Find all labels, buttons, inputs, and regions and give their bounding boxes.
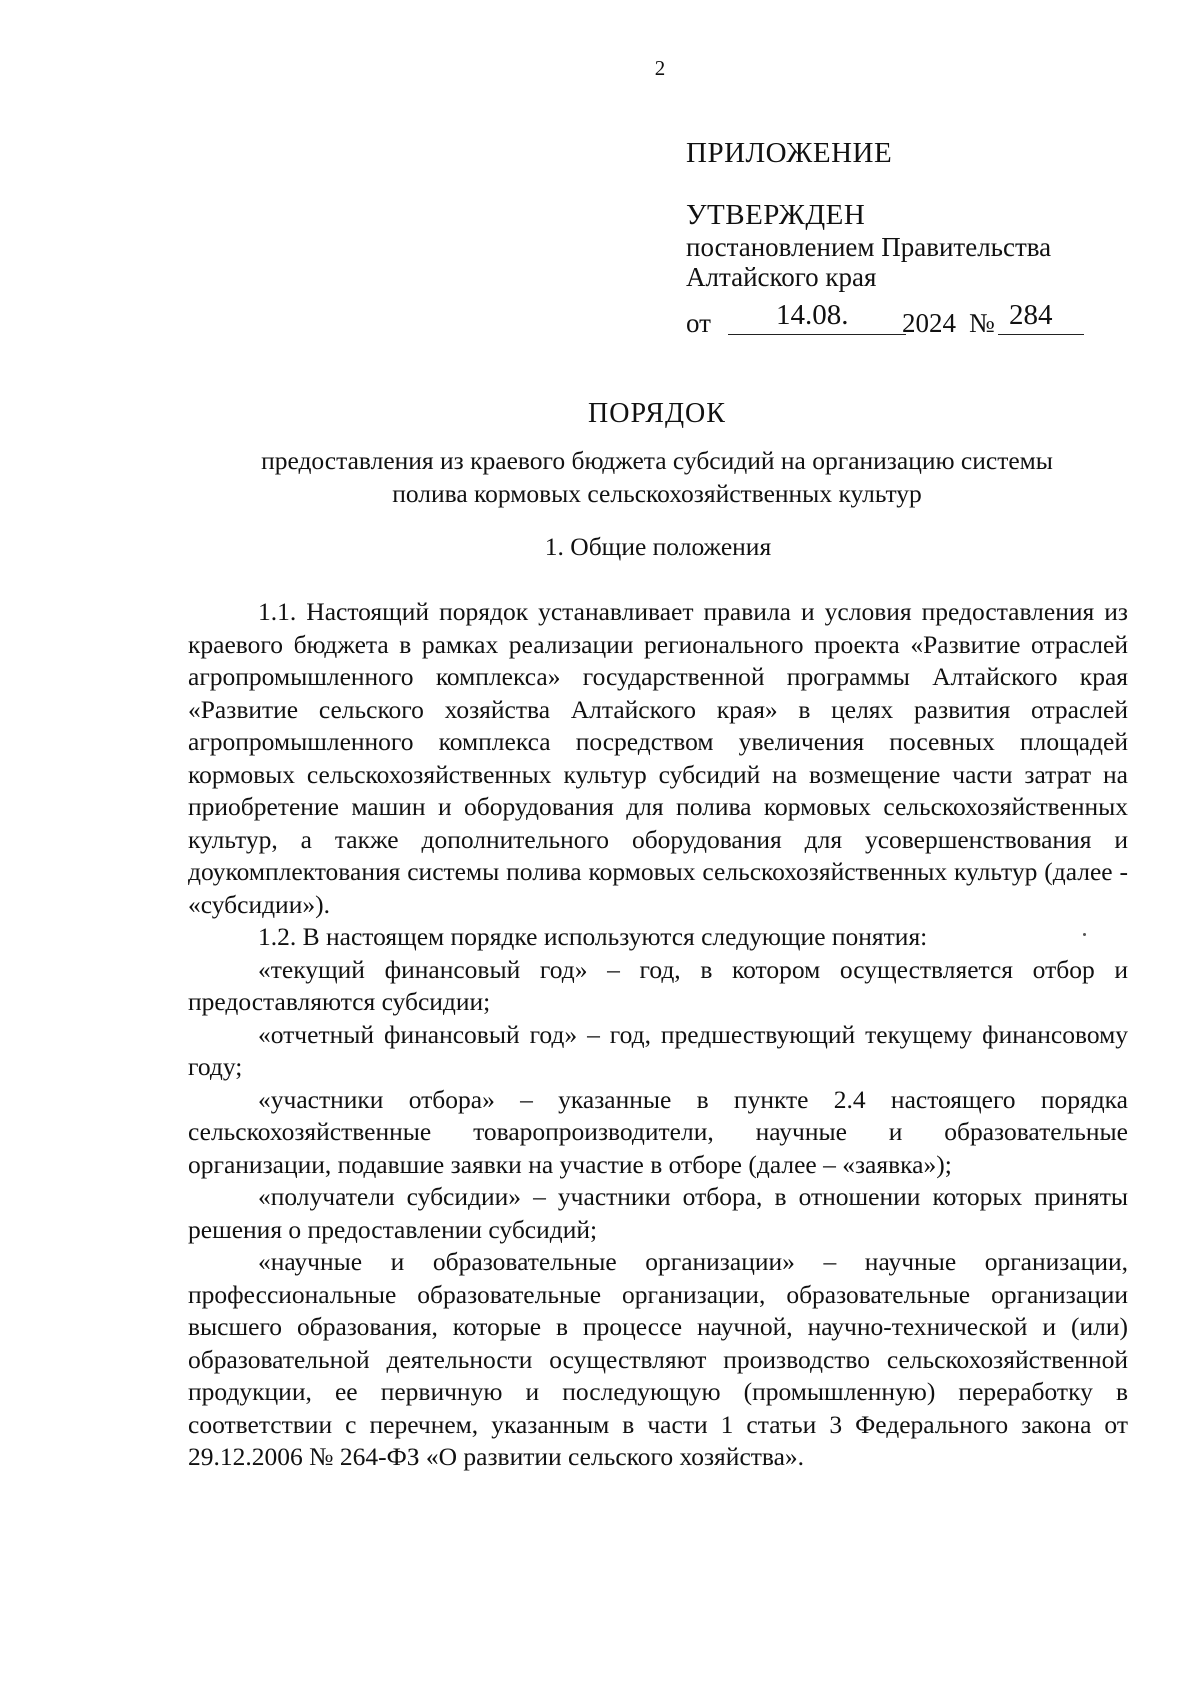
annex-label: ПРИЛОЖЕНИЕ [686,137,893,169]
page-number: 2 [654,56,666,80]
document-title: ПОРЯДОК [588,398,726,429]
approval-line-2: Алтайского края [686,262,877,292]
paragraph-1-2: 1.2. В настоящем порядке используются следующие понятия: [258,922,928,951]
section-heading: 1. Общие положения [544,532,772,561]
from-label: от [686,308,711,338]
date-number-line [686,300,1106,336]
definition-current-year: «текущий финансовый год» – год, в котором осуществляется отбор и предоставляются субсидии; [188,954,1128,1016]
definition-participants: «участники отбора» – указанные в пункте 2.4 настоящего порядка сельскохозяйственные товаропроизводители, научные и образовательные организации, подавшие заявки на участие в отборе (далее – «заявка»); [188,1084,1128,1179]
approval-line-1: постановлением Правительства [686,232,1052,262]
subtitle-line-1: предоставления из краевого бюджета субсидий на организацию системы [261,446,1053,475]
year-value: 2024 [902,308,956,338]
approved-label: УТВЕРЖДЕН [686,199,866,231]
title-block [57,398,1200,510]
body-text [188,596,1128,1474]
number-sign: № [969,308,995,338]
subtitle-line-2: полива кормовых сельскохозяйственных культур [392,479,922,508]
date-value: 14.08. [776,299,849,331]
definition-reporting-year: «отчетный финансовый год» – год, предшествующий текущему финансовому году; [188,1019,1128,1081]
document-number: 284 [1009,299,1053,331]
paragraph-1-1: 1.1. Настоящий порядок устанавливает правила и условия предоставления из краевого бюджета в рамках реализации регионального проекта «Развитие отраслей агропромышленного комплекса» государственной программы Алтайского края «Развитие сельского хозяйства Алтайского края» в целях развития отраслей агропромышленного комплекса посредством увеличения посевных площадей кормовых сельскохозяйственных культур субсидий на возмещение части затрат на приобретение машин и оборудования для полива кормовых сельскохозяйственных культур, а также дополнительного оборудования для усовершенствования и доукомплектования системы полива кормовых сельскохозяйственных культур (далее - «субсидии»). [188,597,1128,919]
approval-block [686,138,1106,336]
definition-recipients: «получатели субсидии» – участники отбора, в отношении которых приняты решения о предоставлении субсидий; [188,1182,1128,1244]
scan-speck [1083,933,1086,936]
definition-organizations: «научные и образовательные организации» – научные организации, профессиональные образовательные организации, образовательные организации высшего образования, которые в процессе научной, научно-технической и (или) образовательной деятельности осуществляют производство сельскохозяйственной продукции, ее первичную и последующую (промышленную) переработку в соответствии с перечнем, указанным в части 1 статьи 3 Федерального закона от 29.12.2006 № 264-ФЗ «О развитии сельского хозяйства». [188,1247,1128,1471]
